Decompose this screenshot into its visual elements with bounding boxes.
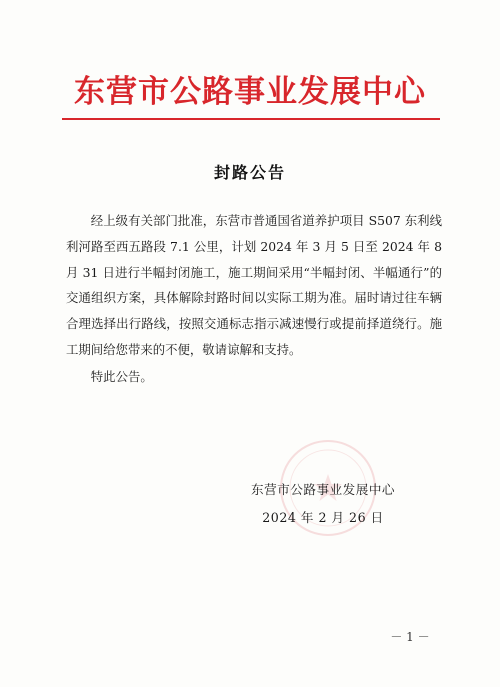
issuer-organization: 东营市公路事业发展中心 xyxy=(250,482,396,497)
notice-closing: 特此公告。 xyxy=(90,369,153,384)
notice-title: 封路公告 xyxy=(213,163,286,182)
notice-paragraph: 经上级有关部门批准，东营市普通国省道养护项目 S507 东利线利河路至西五路段 7.1 公里，计划 2024 年 3 月 5 日至 2024 年 8 月 31 日进行半幅封闭施工，施工期间采用“半幅封闭、半幅通行”的交通组织方案，具体解除封路时间以实际工期为准。届时请过往车辆合理选择出行路线，按照交通标志指示减速慢行或提前择道绕行。施工期间给您带来的不便，敬请谅解和支持。 xyxy=(66,213,442,357)
letterhead-title: 东营市公路事业发展中心 xyxy=(74,74,426,110)
letterhead-red-rule xyxy=(62,118,440,120)
issue-date: 2024 年 2 月 26 日 xyxy=(262,510,384,525)
page-number: － 1 － xyxy=(390,630,430,644)
notice-body xyxy=(66,208,442,363)
